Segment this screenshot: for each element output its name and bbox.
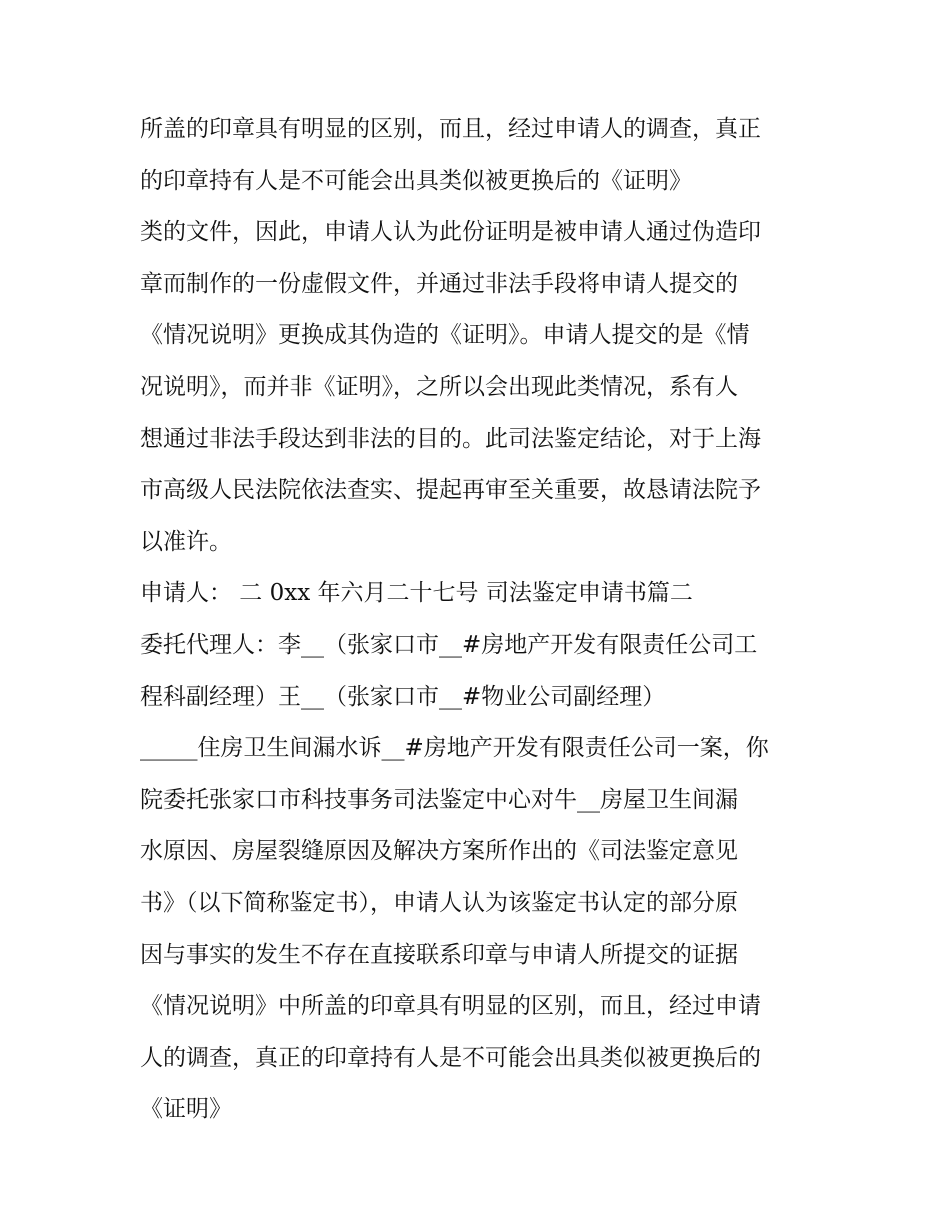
text-line: 以准许。: [140, 528, 232, 555]
text-line: 的印章持有人是不可能会出具类似被更换后的《证明》: [140, 167, 692, 194]
text-line: 《证明》: [140, 1096, 232, 1123]
text-line: 因与事实的发生不存在直接联系印章与申请人所提交的证据: [140, 941, 738, 968]
text-line: 况说明》，而并非《证明》，之所以会出现此类情况，系有人: [140, 373, 738, 400]
text-line: 章而制作的一份虚假文件，并通过非法手段将申请人提交的: [140, 270, 738, 297]
text-line: 水原因、房屋裂缝原因及解决方案所作出的《司法鉴定意见: [140, 838, 738, 865]
text-line: 类的文件，因此，申请人认为此份证明是被申请人通过伪造印: [140, 219, 761, 246]
text-line: 市高级人民法院依法查实、提起再审至关重要，故恳请法院予: [140, 477, 761, 504]
text-line: 院委托张家口市科技事务司法鉴定中心对牛__房屋卫生间漏: [140, 786, 738, 813]
applicant-line: 申请人： 二 0xx 年六月二十七号 司法鉴定申请书篇二: [140, 580, 693, 607]
text-line: 《情况说明》中所盖的印章具有明显的区别，而且，经过申请: [140, 993, 761, 1020]
document-body: [140, 104, 830, 1136]
agent-line: 委托代理人：李__（张家口市__#房地产开发有限责任公司工: [140, 631, 758, 658]
text-line: 想通过非法手段达到非法的目的。此司法鉴定结论，对于上海: [140, 425, 761, 452]
text-line: 程科副经理）王__（张家口市__#物业公司副经理）: [140, 683, 666, 710]
text-line: 书》（以下简称鉴定书），申请人认为该鉴定书认定的部分原: [140, 889, 738, 916]
text-line: 《情况说明》更换成其伪造的《证明》。申请人提交的是《情: [140, 322, 750, 349]
text-line: 人的调查，真正的印章持有人是不可能会出具类似被更换后的: [140, 1044, 761, 1071]
text-line: 所盖的印章具有明显的区别，而且，经过申请人的调查，真正: [140, 116, 761, 142]
text-line: _____住房卫生间漏水诉__#房地产开发有限责任公司一案，你: [140, 735, 769, 762]
